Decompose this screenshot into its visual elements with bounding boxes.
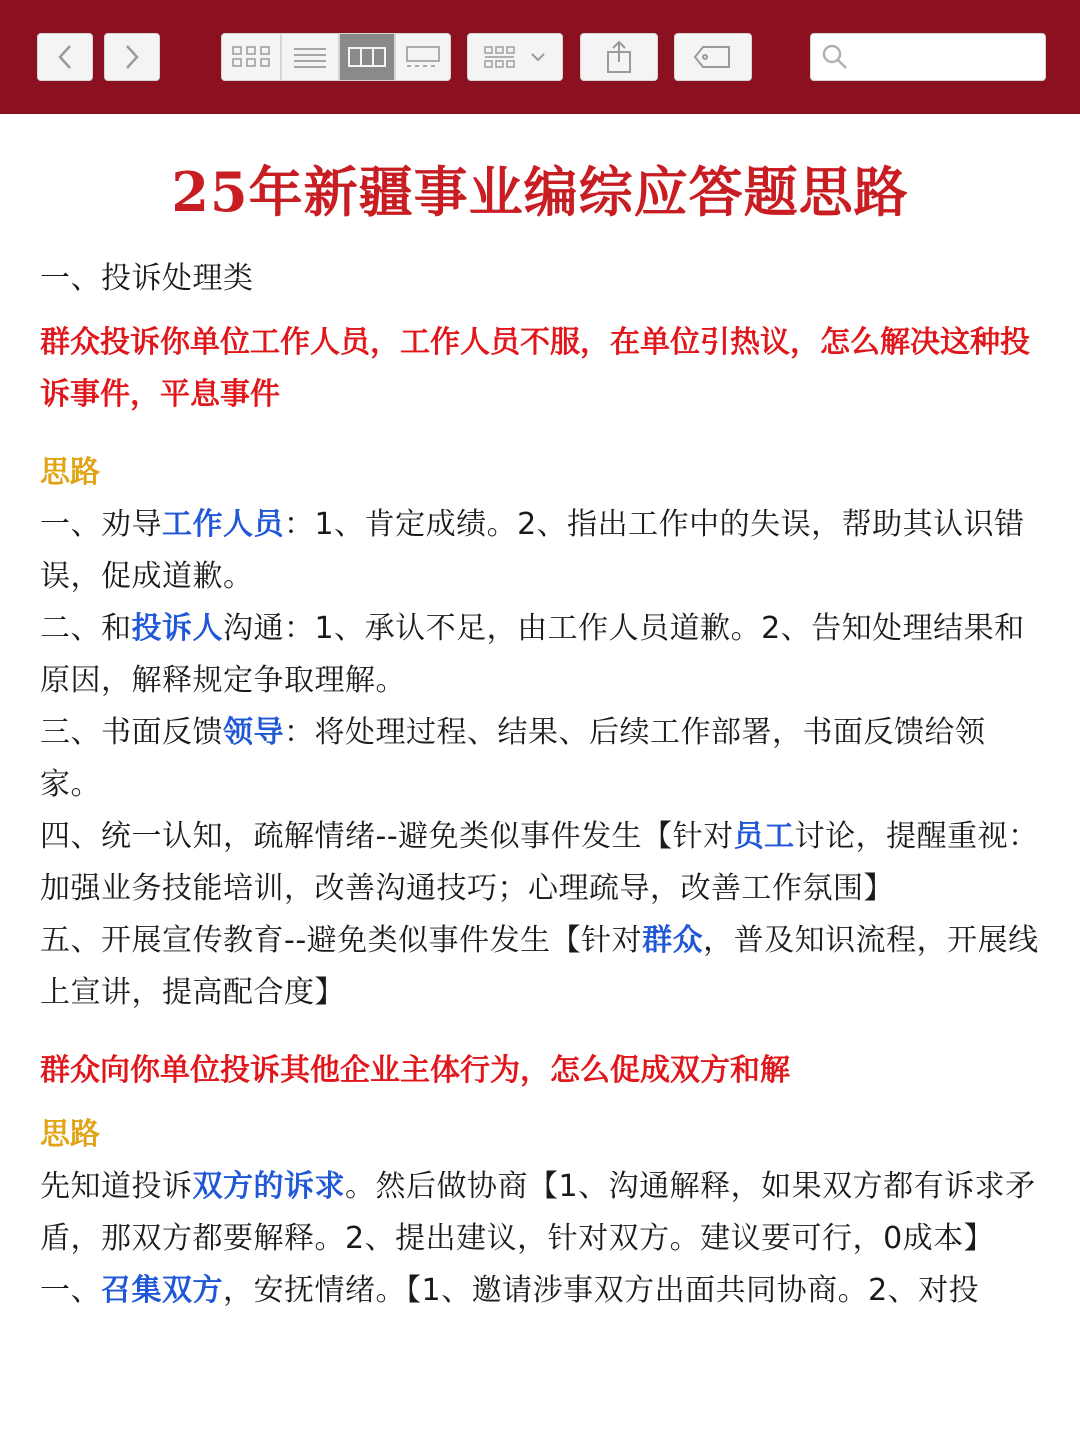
group-icon — [483, 45, 523, 69]
forward-button[interactable] — [104, 33, 160, 81]
paragraph-1-2: 二、和投诉人沟通：1、承认不足，由工作人员道歉。2、告知处理结果和原因，解释规定争取理解。 — [40, 611, 1025, 698]
chevron-right-icon — [122, 43, 142, 71]
hint-label-2: 思路 — [40, 1117, 100, 1152]
chevron-left-icon — [55, 43, 75, 71]
search-field[interactable] — [810, 33, 1046, 81]
question-2: 群众向你单位投诉其他企业主体行为，怎么促成双方和解 — [40, 1053, 790, 1088]
gallery-view-icon — [403, 45, 443, 69]
share-icon — [604, 40, 634, 74]
paragraph-1-3: 三、书面反馈领导：将处理过程、结果、后续工作部署，书面反馈给领家。 — [40, 715, 986, 802]
chevron-down-icon — [529, 50, 547, 64]
paragraph-2-1: 先知道投诉双方的诉求。然后做协商【1、沟通解释，如果双方都有诉求矛盾，那双方都要解释。2、提出建议，针对双方。建议要可行，0成本】 — [40, 1169, 1036, 1256]
list-view-icon — [292, 45, 328, 69]
question-1: 群众投诉你单位工作人员，工作人员不服，在单位引热议，怎么解决这种投诉事件，平息事件 — [40, 325, 1030, 412]
paragraph-2-2: 一、召集双方，安抚情绪。【1、邀请涉事双方出面共同协商。2、对投 — [40, 1273, 980, 1308]
view-mode-group — [221, 33, 451, 81]
column-view-button[interactable] — [339, 33, 395, 81]
search-icon — [821, 43, 849, 71]
grid-view-button[interactable] — [221, 33, 281, 81]
grid-view-icon — [231, 45, 271, 69]
document-title: 25年新疆事业编综应答题思路 — [171, 160, 909, 224]
search-input[interactable] — [857, 37, 1037, 77]
document-body — [40, 253, 1040, 1317]
column-view-icon — [347, 45, 387, 69]
toolbar — [0, 0, 1080, 114]
hint-label-1: 思路 — [40, 455, 100, 490]
paragraph-1-5: 五、开展宣传教育--避免类似事件发生【针对群众，普及知识流程，开展线上宣讲，提高配合度】 — [40, 923, 1039, 1010]
section-heading: 一、投诉处理类 — [40, 261, 254, 296]
tag-button[interactable] — [674, 33, 752, 81]
back-button[interactable] — [37, 33, 93, 81]
paragraph-1-4: 四、统一认知，疏解情绪--避免类似事件发生【针对员工讨论，提醒重视：加强业务技能培训，改善沟通技巧；心理疏导，改善工作氛围】 — [40, 819, 1039, 906]
group-dropdown-button[interactable] — [467, 33, 563, 81]
list-view-button[interactable] — [281, 33, 339, 81]
tag-icon — [693, 44, 733, 70]
paragraph-1-1: 一、劝导工作人员：1、肯定成绩。2、指出工作中的失误，帮助其认识错误，促成道歉。 — [40, 507, 1025, 594]
gallery-view-button[interactable] — [395, 33, 451, 81]
share-button[interactable] — [580, 33, 658, 81]
